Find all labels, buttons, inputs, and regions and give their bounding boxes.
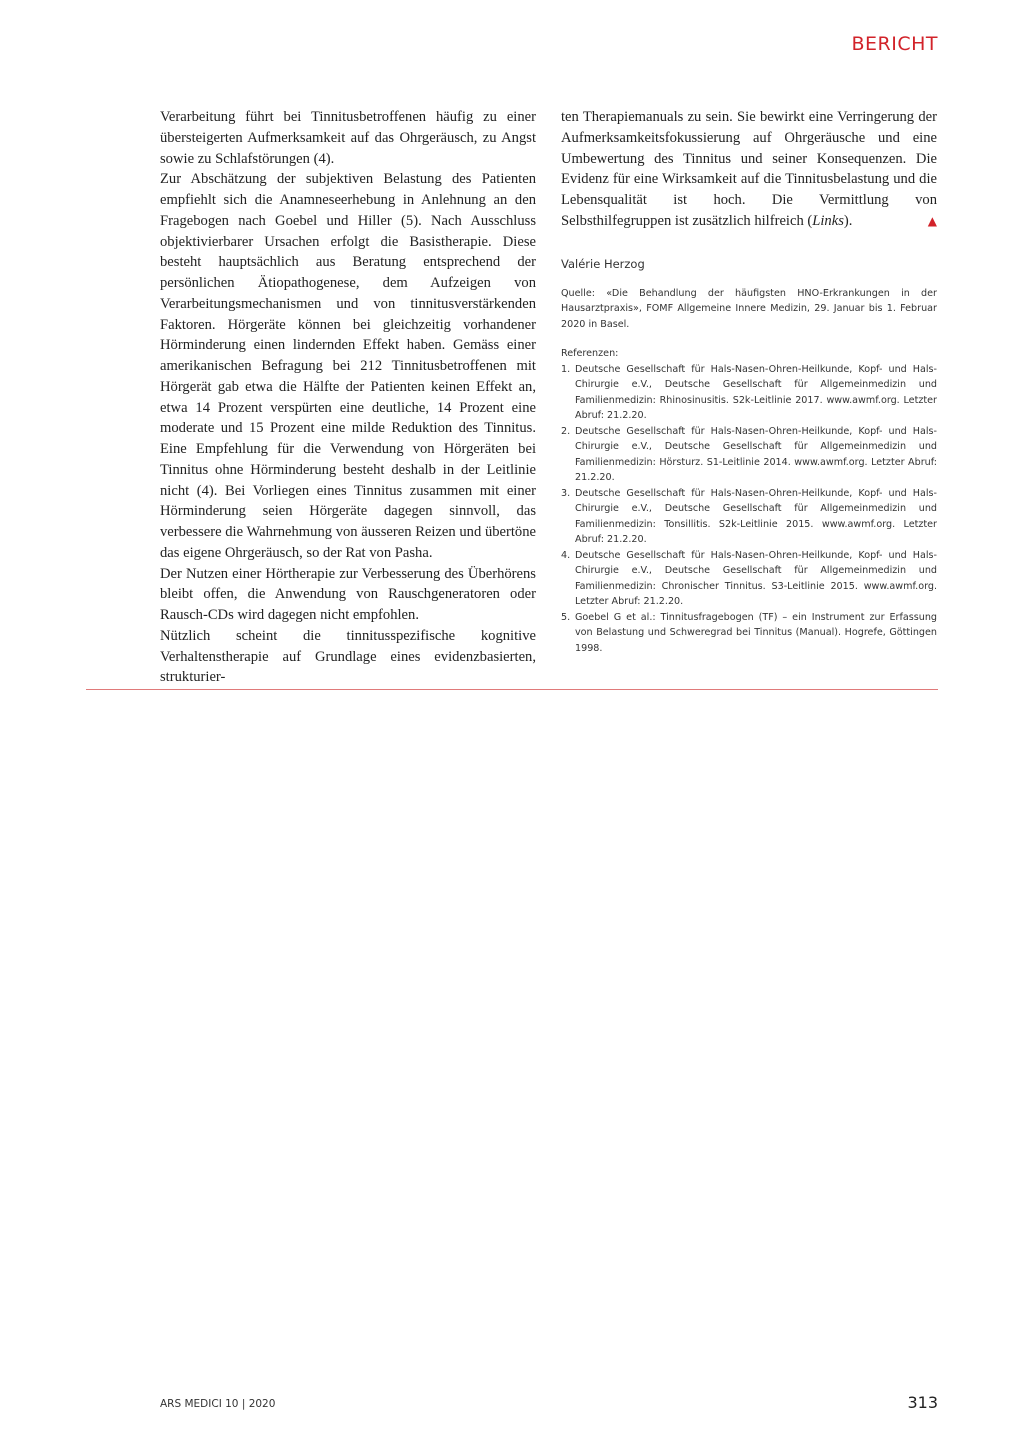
body-paragraph: Zur Abschätzung der subjektiven Belastung des Patienten empfiehlt sich die Anamneseerhebung in Anlehnung an den Fragebogen nach Goebel und Hiller (5). Nach Ausschluss objektivierbarer Ursachen erfolgt die Basistherapie. Diese besteht hauptsächlich aus Beratung entsprechend der persönlichen Ätiopathogenese, dem Aufzeigen von Verarbeitungsmechanismen und von tinnitusverstärkenden Faktoren. Hörgeräte können bei gleichzeitig vorhandener Hörminderung einen lindernden Effekt haben. Gemäss einer amerikanischen Befragung bei 212 Tinnitusbetroffenen mit Hörgerät gab etwa die Hälfte der Patienten keinen Effekt an, etwa 14 Prozent verspürten eine deutliche, 14 Prozent eine moderate und 15 Prozent eine milde Reduktion des Tinnitus. Eine Empfehlung für die Verwendung von Hörgeräten bei Tinnitus ohne Hörminderung besteht deshalb in der Leitlinie nicht (4). Bei Vorliegen eines Tinnitus zusammen mit einer Hörminderung seien Hörgeräte dagegen sinnvoll, das verbessere die Wahrnehmung von äusseren Reizen und übertöne das eigene Ohrgeräusch, so der Rat von Pasha. bbox=[160, 171, 536, 561]
references-heading: Referenzen: bbox=[561, 348, 619, 359]
body-paragraph: Verarbeitung führt bei Tinnitusbetroffenen häufig zu einer übersteigerten Aufmerksamkeit auf das Ohrgeräusch, zu Angst sowie zu Schlafstörungen (4). bbox=[160, 109, 536, 167]
reference-text: Deutsche Gesellschaft für Hals-Nasen-Ohren-Heilkunde, Kopf- und Hals-Chirurgie e.V., Deutsche Gesellschaft für Allgemeinmedizin und Familienmedizin: Tonsillitis. S2k-Leitlinie 2015. www.awmf.org. Letzter Abruf: 21.2.20. bbox=[575, 487, 937, 545]
reference-text: Deutsche Gesellschaft für Hals-Nasen-Ohren-Heilkunde, Kopf- und Hals-Chirurgie e.V., Deutsche Gesellschaft für Allgemeinmedizin und Familienmedizin: Rhinosinusitis. S2k-Leitlinie 2017. www.awmf.org. Letzter Abruf: 21.2.20. bbox=[575, 363, 937, 421]
section-label: BERICHT bbox=[851, 33, 938, 55]
paragraph-text: ten Therapiemanuals zu sein. Sie bewirkt eine Verringerung der Aufmerksamkeitsfokussierung auf Ohrgeräusche und eine Umbewertung des Tinnitus und seiner Konsequenzen. Die Evidenz für eine Wirksamkeit auf die Tinnitusbelastung und die Lebensqualität ist hoch. Die Vermittlung von Selbsthilfegruppen ist zusätzlich hilfreich ( bbox=[561, 109, 937, 229]
body-paragraph bbox=[561, 107, 937, 232]
page-number: 313 bbox=[907, 1393, 938, 1412]
reference-number: 5. bbox=[561, 611, 571, 623]
reference-number: 2. bbox=[561, 425, 571, 437]
journal-issue: ARS MEDICI 10 | 2020 bbox=[160, 1398, 276, 1410]
reference-text: Deutsche Gesellschaft für Hals-Nasen-Ohren-Heilkunde, Kopf- und Hals-Chirurgie e.V., Deutsche Gesellschaft für Allgemeinmedizin und Familienmedizin: Chronischer Tinnitus. S3-Leitlinie 2015. www.awmf.org. Letzter Abruf: 21.2.20. bbox=[575, 549, 937, 607]
author-name: Valérie Herzog bbox=[561, 256, 645, 271]
reference-text: Deutsche Gesellschaft für Hals-Nasen-Ohren-Heilkunde, Kopf- und Hals-Chirurgie e.V., Deutsche Gesellschaft für Allgemeinmedizin und Familienmedizin: Hörsturz. S1-Leitlinie 2014. www.awmf.org. Letzter Abruf: 21.2.20. bbox=[575, 425, 937, 483]
source-note: Quelle: «Die Behandlung der häufigsten HNO-Erkrankungen in der Hausarztpraxis», FOMF Allgemeine Innere Medizin, 29. Januar bis 1. Februar 2020 in Basel. bbox=[561, 287, 937, 330]
reference-item bbox=[561, 486, 937, 548]
reference-item bbox=[561, 610, 937, 657]
reference-number: 3. bbox=[561, 487, 571, 499]
body-paragraph: Der Nutzen einer Hörtherapie zur Verbesserung des Überhörens bleibt offen, die Anwendung von Rauschgeneratoren oder Rausch-CDs wird dagegen nicht empfohlen. bbox=[160, 565, 536, 623]
reference-number: 1. bbox=[561, 363, 571, 375]
reference-item bbox=[561, 548, 937, 610]
paragraph-end-text: ). bbox=[843, 212, 853, 229]
right-column bbox=[561, 107, 937, 656]
reference-number: 4. bbox=[561, 549, 571, 561]
references-list bbox=[561, 362, 937, 657]
body-paragraph: Nützlich scheint die tinnitusspezifische kognitive Verhaltenstherapie auf Grundlage eines evidenzbasierten, strukturier- bbox=[160, 627, 536, 686]
reference-item bbox=[561, 424, 937, 486]
links-reference: Links bbox=[812, 212, 844, 229]
left-column bbox=[160, 107, 536, 688]
section-divider bbox=[86, 689, 938, 690]
reference-item bbox=[561, 362, 937, 424]
reference-text: Goebel G et al.: Tinnitusfragebogen (TF) – ein Instrument zur Erfassung von Belastung und Schweregrad bei Tinnitus (Manual). Hogrefe, Göttingen 1998. bbox=[575, 611, 937, 654]
article-end-triangle-icon: ▲ bbox=[927, 213, 937, 228]
